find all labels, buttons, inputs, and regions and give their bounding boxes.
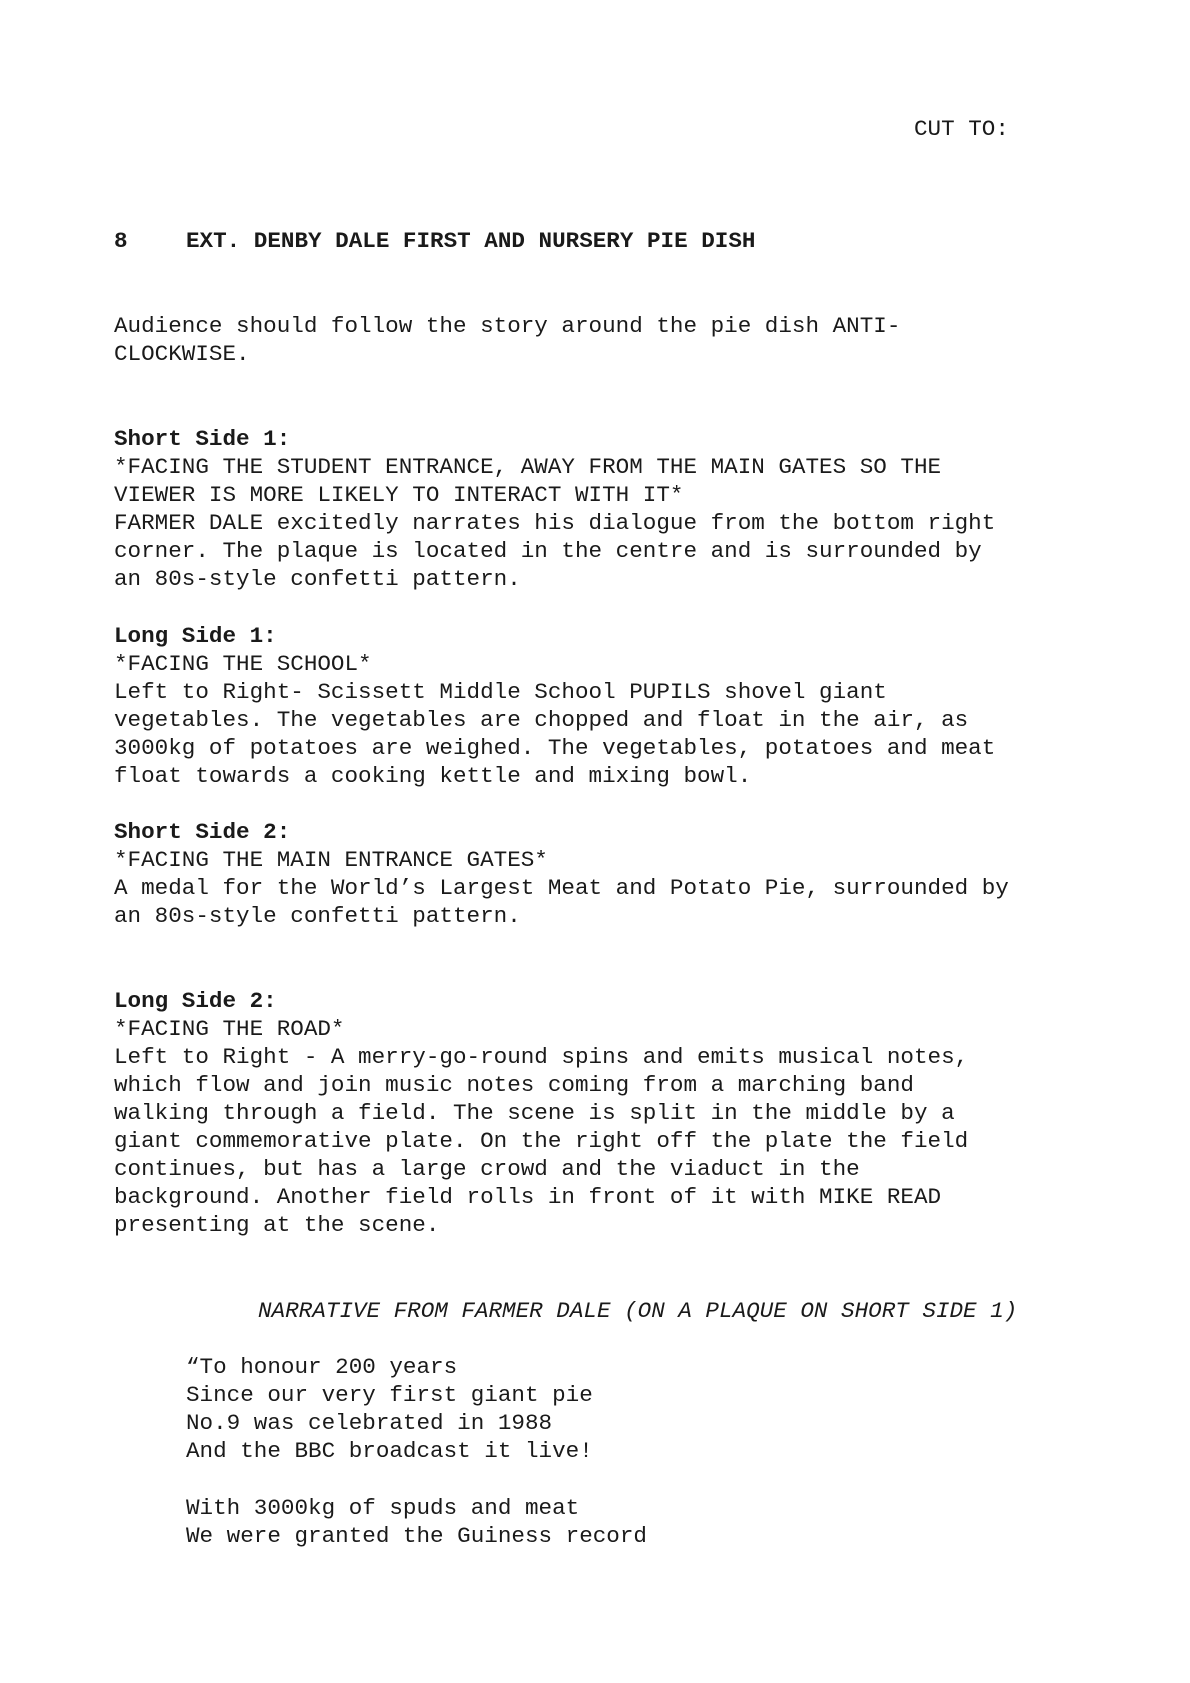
text-line: background. Another field rolls in front of it with MIKE READ (114, 1184, 942, 1210)
intro-paragraph (114, 312, 1114, 368)
text-line: an 80s-style confetti pattern. (114, 566, 521, 592)
text-line: presenting at the scene. (114, 1212, 440, 1238)
text-line: Left to Right- Scissett Middle School PUPILS shovel giant (114, 679, 887, 705)
text-line: *FACING THE SCHOOL* (114, 651, 372, 677)
verse-line: No.9 was celebrated in 1988 (186, 1410, 553, 1436)
text-line: float towards a cooking kettle and mixing bowl. (114, 763, 752, 789)
text-line: FARMER DALE excitedly narrates his dialogue from the bottom right (114, 510, 996, 536)
verse-line: And the BBC broadcast it live! (186, 1438, 593, 1464)
text-line: Audience should follow the story around the pie dish ANTI- (114, 313, 901, 339)
verse-stanza-2 (186, 1494, 1086, 1550)
verse-line: We were granted the Guiness record (186, 1523, 647, 1549)
section-title: Short Side 1: (114, 426, 291, 452)
text-line: Left to Right - A merry-go-round spins and emits musical notes, (114, 1044, 969, 1070)
narrative-heading: NARRATIVE FROM FARMER DALE (ON A PLAQUE ON SHORT SIDE 1) (258, 1298, 1018, 1324)
section-short-side-1 (114, 425, 1114, 593)
text-line: *FACING THE STUDENT ENTRANCE, AWAY FROM THE MAIN GATES SO THE (114, 454, 942, 480)
text-line: which flow and join music notes coming from a marching band (114, 1072, 914, 1098)
text-line: giant commemorative plate. On the right off the plate the field (114, 1128, 969, 1154)
text-line: walking through a field. The scene is split in the middle by a (114, 1100, 955, 1126)
section-title: Short Side 2: (114, 819, 291, 845)
text-line: CLOCKWISE. (114, 341, 250, 367)
text-line: corner. The plaque is located in the centre and is surrounded by (114, 538, 982, 564)
text-line: continues, but has a large crowd and the viaduct in the (114, 1156, 860, 1182)
verse-line: “To honour 200 years (186, 1354, 458, 1380)
section-title: Long Side 1: (114, 623, 277, 649)
text-line: *FACING THE ROAD* (114, 1016, 345, 1042)
text-line: an 80s-style confetti pattern. (114, 903, 521, 929)
section-long-side-1 (114, 622, 1114, 790)
section-long-side-2 (114, 987, 1114, 1239)
transition-cut-to: CUT TO: (914, 116, 1009, 142)
text-line: vegetables. The vegetables are chopped and float in the air, as (114, 707, 969, 733)
text-line: A medal for the World’s Largest Meat and Potato Pie, surrounded by (114, 875, 1009, 901)
scene-number: 8 (114, 228, 128, 254)
verse-stanza-1 (186, 1353, 1086, 1465)
text-line: VIEWER IS MORE LIKELY TO INTERACT WITH IT* (114, 482, 684, 508)
text-line: *FACING THE MAIN ENTRANCE GATES* (114, 847, 548, 873)
section-title: Long Side 2: (114, 988, 277, 1014)
verse-line: Since our very first giant pie (186, 1382, 593, 1408)
text-line: 3000kg of potatoes are weighed. The vegetables, potatoes and meat (114, 735, 996, 761)
scene-heading: EXT. DENBY DALE FIRST AND NURSERY PIE DISH (186, 228, 756, 254)
section-short-side-2 (114, 818, 1114, 930)
verse-line: With 3000kg of spuds and meat (186, 1495, 580, 1521)
